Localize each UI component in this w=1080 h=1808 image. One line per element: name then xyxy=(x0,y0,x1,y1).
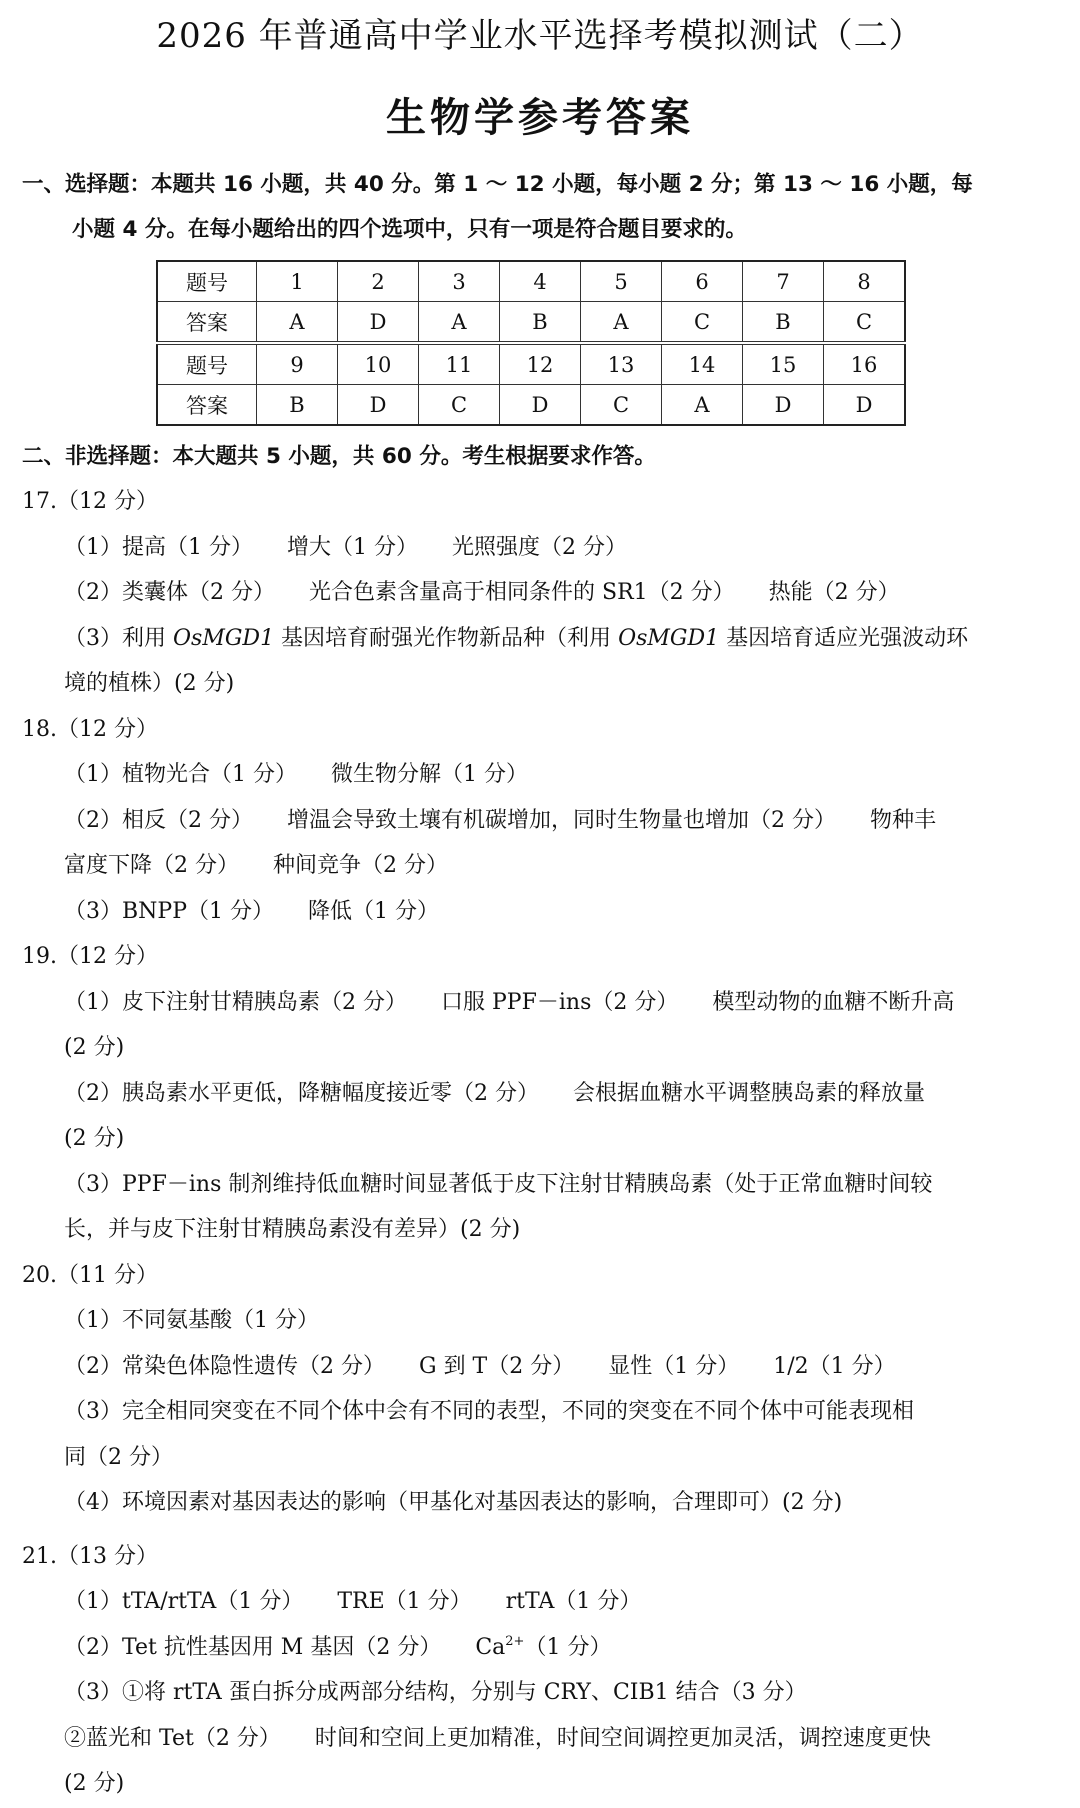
answer-text: 光照强度（2 分） xyxy=(452,534,627,560)
question-19 xyxy=(22,934,1058,1253)
answer-line xyxy=(22,1625,1058,1671)
table-row xyxy=(157,302,905,344)
answer-line xyxy=(22,1670,1058,1716)
table-cell: D xyxy=(743,385,824,426)
answer-text: 增大（1 分） xyxy=(287,534,418,560)
answer-line xyxy=(22,1298,1058,1344)
section-1-heading xyxy=(22,162,1058,252)
table-cell: 5 xyxy=(581,261,662,302)
answer-text: （4）环境因素对基因表达的影响（甲基化对基因表达的影响，合理即可）(2 分) xyxy=(64,1490,843,1515)
table-cell: 4 xyxy=(500,261,581,302)
table-cell: 13 xyxy=(581,343,662,385)
answer-table-wrapper xyxy=(156,260,1058,426)
table-label: 答案 xyxy=(157,302,257,344)
answer-line xyxy=(22,889,1058,935)
table-cell: A xyxy=(581,302,662,344)
section-2-line1: 二、非选择题：本大题共 5 小题，共 60 分。考生根据要求作答。 xyxy=(22,444,656,469)
answer-text: 长，并与皮下注射甘精胰岛素没有差异）(2 分) xyxy=(64,1217,521,1242)
table-label: 题号 xyxy=(157,261,257,302)
answer-line xyxy=(22,1071,1058,1117)
answer-text: （3）①将 rtTA 蛋白拆分成两部分结构，分别与 CRY、CIB1 结合（3 分） xyxy=(64,1680,807,1705)
answer-line xyxy=(22,1716,1058,1762)
answer-text: 降低（1 分） xyxy=(308,898,440,924)
table-cell: A xyxy=(257,302,338,344)
answer-text: rtTA（1 分） xyxy=(505,1589,642,1614)
question-19-head: 19.（12 分） xyxy=(22,944,158,969)
answer-text: ②蓝光和 Tet（2 分） xyxy=(64,1725,281,1751)
answer-text: （1）皮下注射甘精胰岛素（2 分） xyxy=(64,989,407,1015)
table-row xyxy=(157,261,905,302)
section-2-heading xyxy=(22,434,1058,479)
table-cell: 8 xyxy=(824,261,906,302)
answer-text: 境的植株）(2 分) xyxy=(64,671,235,696)
answer-line xyxy=(22,1116,1058,1162)
answer-text: （2）常染色体隐性遗传（2 分） xyxy=(64,1353,385,1379)
answer-text: 热能（2 分） xyxy=(768,580,900,605)
table-cell: D xyxy=(500,385,581,426)
answer-text: 基因培育适应光强波动环 xyxy=(719,625,969,651)
table-cell: C xyxy=(419,385,500,426)
answer-line xyxy=(22,798,1058,844)
table-cell: 7 xyxy=(743,261,824,302)
answer-text: 会根据血糖水平调整胰岛素的释放量 xyxy=(573,1080,926,1106)
answer-line xyxy=(22,1389,1058,1435)
answer-text: （2）胰岛素水平更低，降糖幅度接近零（2 分） xyxy=(64,1080,539,1106)
answer-line xyxy=(22,1025,1058,1071)
ion-charge: 2+ xyxy=(505,1633,525,1649)
table-cell: 9 xyxy=(257,343,338,385)
table-cell: D xyxy=(338,385,419,426)
table-cell: 16 xyxy=(824,343,906,385)
table-cell: D xyxy=(824,385,906,426)
answer-subtitle: 生物学参考答案 xyxy=(386,95,694,141)
table-cell: C xyxy=(662,302,743,344)
answer-text: 微生物分解（1 分） xyxy=(331,762,528,787)
answer-text: 增温会导致土壤有机碳增加，同时生物量也增加（2 分） xyxy=(287,807,836,833)
answer-text: （2）类囊体（2 分） xyxy=(64,580,275,605)
answer-text: 显性（1 分） xyxy=(608,1353,740,1379)
answer-text: TRE（1 分） xyxy=(337,1589,472,1614)
question-20-head: 20.（11 分） xyxy=(22,1262,158,1288)
answer-text: 同（2 分） xyxy=(64,1444,173,1470)
table-cell: 11 xyxy=(419,343,500,385)
answer-line xyxy=(22,525,1058,571)
table-cell: A xyxy=(662,385,743,426)
answer-line xyxy=(22,616,1058,662)
table-cell: 2 xyxy=(338,261,419,302)
question-17 xyxy=(22,479,1058,707)
table-cell: 12 xyxy=(500,343,581,385)
question-18-head: 18.（12 分） xyxy=(22,716,158,742)
answer-text: （3）BNPP（1 分） xyxy=(64,898,275,924)
answer-text: （2）Tet 抗性基因用 M 基因（2 分） xyxy=(64,1634,442,1660)
answer-text: （1）tTA/rtTA（1 分） xyxy=(64,1589,304,1614)
answer-line xyxy=(22,1579,1058,1625)
answer-text: （3）完全相同突变在不同个体中会有不同的表型，不同的突变在不同个体中可能表现相 xyxy=(64,1399,914,1424)
table-cell: 6 xyxy=(662,261,743,302)
answer-text: 物种丰 xyxy=(870,807,937,833)
answer-line xyxy=(22,843,1058,889)
table-cell: C xyxy=(824,302,906,344)
answer-line xyxy=(22,661,1058,707)
answer-text: （1 分） xyxy=(524,1634,612,1660)
answer-line xyxy=(22,570,1058,616)
answer-text: （1）植物光合（1 分） xyxy=(64,762,297,787)
table-cell: 3 xyxy=(419,261,500,302)
table-cell: D xyxy=(338,302,419,344)
answer-text: （1）不同氨基酸（1 分） xyxy=(64,1308,319,1333)
question-21 xyxy=(22,1534,1058,1807)
answer-line xyxy=(22,1344,1058,1390)
table-cell: A xyxy=(419,302,500,344)
section-1-line1: 一、选择题：本题共 16 小题，共 40 分。第 1 ～ 12 小题，每小题 2 分；第 13 ～ 16 小题，每 xyxy=(22,172,973,197)
answer-text: 模型动物的血糖不断升高 xyxy=(712,989,955,1015)
answer-text: 口服 PPF－ins（2 分） xyxy=(441,989,679,1015)
question-21-head: 21.（13 分） xyxy=(22,1543,158,1569)
section-1-line2: 小题 4 分。在每小题给出的四个选项中，只有一项是符合题目要求的。 xyxy=(72,217,747,242)
answer-table xyxy=(156,260,906,426)
answer-line xyxy=(22,1480,1058,1526)
table-label: 题号 xyxy=(157,343,257,385)
answer-text: 种间竞争（2 分） xyxy=(273,853,448,878)
answer-line xyxy=(22,1435,1058,1481)
answer-line xyxy=(22,980,1058,1026)
question-20 xyxy=(22,1253,1058,1526)
answer-line xyxy=(22,1207,1058,1253)
answer-text: （3）PPF－ins 制剂维持低血糖时间显著低于皮下注射甘精胰岛素（处于正常血糖时间较 xyxy=(64,1171,933,1197)
answer-text: (2 分) xyxy=(64,1771,125,1796)
question-17-head: 17.（12 分） xyxy=(22,489,158,514)
table-cell: 1 xyxy=(257,261,338,302)
answer-line xyxy=(22,1761,1058,1807)
answer-text: 时间和空间上更加精准，时间空间调控更加灵活，调控速度更快 xyxy=(314,1725,931,1751)
answer-text: （3）利用 xyxy=(64,625,173,651)
exam-title: 2026 年普通高中学业水平选择考模拟测试（二） xyxy=(156,16,924,56)
table-label: 答案 xyxy=(157,385,257,426)
answer-text: (2 分) xyxy=(64,1126,125,1151)
table-cell: 14 xyxy=(662,343,743,385)
answer-text: 光合色素含量高于相同条件的 SR1（2 分） xyxy=(309,580,735,605)
answer-text: （1）提高（1 分） xyxy=(64,534,253,560)
table-row xyxy=(157,343,905,385)
question-18 xyxy=(22,707,1058,935)
answer-line xyxy=(22,1162,1058,1208)
answer-text: (2 分) xyxy=(64,1035,125,1060)
gene-name: OsMGD1 xyxy=(618,625,720,651)
table-cell: B xyxy=(743,302,824,344)
answer-text: 基因培育耐强光作物新品种（利用 xyxy=(274,625,619,651)
answer-text: 1/2（1 分） xyxy=(773,1353,896,1379)
table-cell: B xyxy=(257,385,338,426)
answer-line xyxy=(22,752,1058,798)
answer-text: （2）相反（2 分） xyxy=(64,807,253,833)
table-cell: C xyxy=(581,385,662,426)
table-cell: 15 xyxy=(743,343,824,385)
table-cell: B xyxy=(500,302,581,344)
gene-name: OsMGD1 xyxy=(173,625,275,651)
table-row xyxy=(157,385,905,426)
answer-text: G 到 T（2 分） xyxy=(419,1353,575,1379)
answer-text: 富度下降（2 分） xyxy=(64,853,239,878)
table-cell: 10 xyxy=(338,343,419,385)
calcium-ion: Ca xyxy=(475,1634,506,1660)
